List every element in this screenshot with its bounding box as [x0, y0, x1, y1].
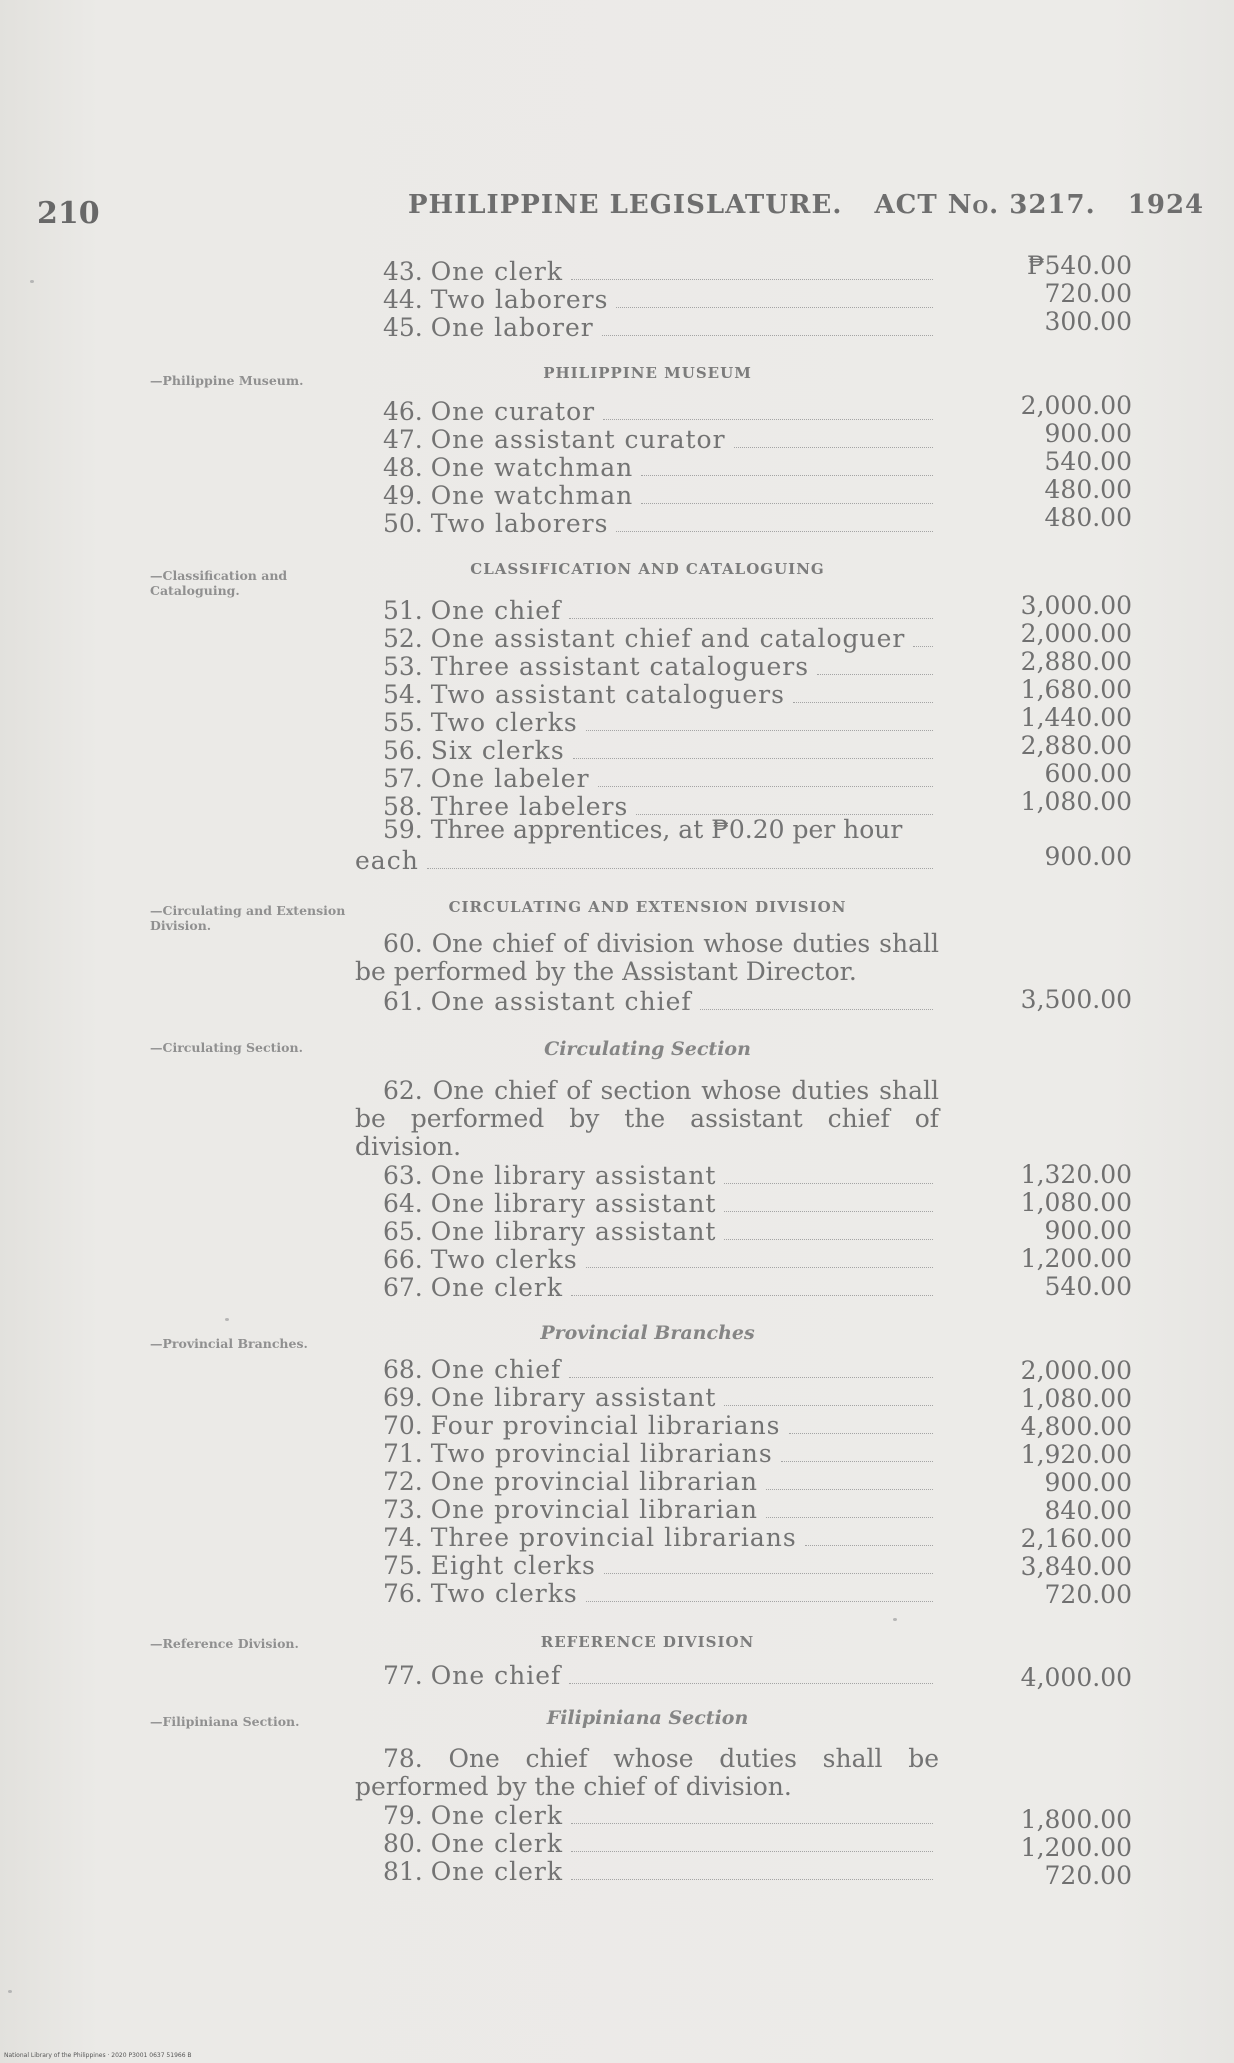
entry-63: 63. One library assistant: [355, 1162, 935, 1190]
amount-52: 2,000.00: [1020, 619, 1132, 648]
amount-55: 1,440.00: [1020, 703, 1132, 732]
entry-59-line2: each: [355, 847, 935, 875]
entry-75: 75. Eight clerks: [355, 1552, 935, 1580]
amount-74: 2,160.00: [1020, 1524, 1132, 1553]
amount-57: 600.00: [1044, 759, 1132, 788]
amount-45: 300.00: [1044, 307, 1132, 336]
running-head: [408, 190, 1226, 220]
entry-64: 64. One library assistant: [355, 1190, 935, 1218]
heading-reference: REFERENCE DIVISION: [540, 1633, 755, 1651]
entry-66: 66. Two clerks: [355, 1246, 935, 1274]
amount-69: 1,080.00: [1020, 1384, 1132, 1413]
entry-60: 60. One chief of division whose duties shall be performed by the Assistant Director.: [355, 929, 939, 986]
running-head-year: 1924: [1127, 190, 1205, 220]
side-note-classification: —Classification and Cataloguing.: [150, 568, 288, 598]
amount-76: 720.00: [1044, 1580, 1132, 1609]
heading-museum: PHILIPPINE MUSEUM: [543, 364, 752, 382]
running-head-act: ACT No. 3217.: [874, 190, 1096, 220]
entry-62: 62. One chief of section whose duties shall be performed by the assistant chief of division.: [355, 1076, 939, 1161]
scan-speck: [225, 1318, 229, 1321]
side-note-circulating-section: —Circulating Section.: [150, 1040, 303, 1055]
entry-61: 61. One assistant chief: [355, 988, 935, 1016]
entry-48: 48. One watchman: [355, 454, 935, 482]
amount-66: 1,200.00: [1020, 1244, 1132, 1273]
amount-64: 1,080.00: [1020, 1188, 1132, 1217]
entry-68: 68. One chief: [355, 1356, 935, 1384]
amount-73: 840.00: [1044, 1496, 1132, 1525]
entry-80: 80. One clerk: [355, 1830, 935, 1858]
amount-79: 1,800.00: [1020, 1805, 1132, 1834]
side-note-filipiniana: —Filipiniana Section.: [150, 1714, 300, 1729]
entry-51: 51. One chief: [355, 597, 935, 625]
entry-69: 69. One library assistant: [355, 1384, 935, 1412]
amount-48: 540.00: [1044, 447, 1132, 476]
entry-46: 46. One curator: [355, 398, 935, 426]
amount-50: 480.00: [1044, 503, 1132, 532]
entry-65: 65. One library assistant: [355, 1218, 935, 1246]
entry-52: 52. One assistant chief and cataloguer: [355, 625, 935, 653]
amount-80: 1,200.00: [1020, 1833, 1132, 1862]
scan-speck: [30, 280, 34, 283]
entry-55: 55. Two clerks: [355, 709, 935, 737]
amount-53: 2,880.00: [1020, 647, 1132, 676]
entry-81: 81. One clerk: [355, 1858, 935, 1886]
scan-speck: [893, 1618, 897, 1621]
running-head-publisher: PHILIPPINE LEGISLATURE.: [408, 190, 843, 220]
side-note-reference: —Reference Division.: [150, 1636, 299, 1651]
entry-50: 50. Two laborers: [355, 510, 935, 538]
amount-75: 3,840.00: [1020, 1552, 1132, 1581]
amount-61: 3,500.00: [1020, 985, 1132, 1014]
heading-provincial: Provincial Branches: [540, 1322, 755, 1344]
amount-49: 480.00: [1044, 475, 1132, 504]
heading-filipiniana: Filipiniana Section: [546, 1707, 749, 1729]
amount-77: 4,000.00: [1020, 1663, 1132, 1692]
footer-stamp: National Library of the Philippines · 2020 P3001 0637 51966 B: [4, 2052, 192, 2059]
side-note-museum: —Philippine Museum.: [150, 373, 304, 388]
amount-44: 720.00: [1044, 279, 1132, 308]
entry-67: 67. One clerk: [355, 1274, 935, 1302]
entry-76: 76. Two clerks: [355, 1580, 935, 1608]
entry-53: 53. Three assistant cataloguers: [355, 653, 935, 681]
entry-43: 43. One clerk: [355, 258, 935, 286]
amount-65: 900.00: [1044, 1216, 1132, 1245]
amount-68: 2,000.00: [1020, 1356, 1132, 1385]
amount-63: 1,320.00: [1020, 1160, 1132, 1189]
side-note-circulating-division: —Circulating and Extension Division.: [150, 903, 346, 933]
amount-72: 900.00: [1044, 1468, 1132, 1497]
amount-43: ₱540.00: [1026, 251, 1132, 280]
entry-49: 49. One watchman: [355, 482, 935, 510]
amount-46: 2,000.00: [1020, 391, 1132, 420]
heading-circulating-division: CIRCULATING AND EXTENSION DIVISION: [448, 898, 847, 916]
amount-67: 540.00: [1044, 1272, 1132, 1301]
amount-47: 900.00: [1044, 419, 1132, 448]
entry-79: 79. One clerk: [355, 1802, 935, 1830]
amount-58: 1,080.00: [1020, 787, 1132, 816]
entry-45: 45. One laborer: [355, 314, 935, 342]
amount-54: 1,680.00: [1020, 675, 1132, 704]
entry-44: 44. Two laborers: [355, 286, 935, 314]
amount-81: 720.00: [1044, 1861, 1132, 1890]
amount-70: 4,800.00: [1020, 1412, 1132, 1441]
entry-59-line1: 59. Three apprentices, at ₱0.20 per hour: [383, 815, 903, 844]
entry-74: 74. Three provincial librarians: [355, 1524, 935, 1552]
amount-59: 900.00: [1044, 842, 1132, 871]
entry-56: 56. Six clerks: [355, 737, 935, 765]
entry-73: 73. One provincial librarian: [355, 1496, 935, 1524]
side-note-provincial: —Provincial Branches.: [150, 1336, 308, 1351]
heading-circulating-section: Circulating Section: [544, 1038, 751, 1060]
amount-71: 1,920.00: [1020, 1440, 1132, 1469]
page-number: 210: [37, 196, 100, 231]
entry-58: 58. Three labelers: [355, 793, 935, 821]
entry-57: 57. One labeler: [355, 765, 935, 793]
entry-47: 47. One assistant curator: [355, 426, 935, 454]
entry-54: 54. Two assistant cataloguers: [355, 681, 935, 709]
entry-71: 71. Two provincial librarians: [355, 1440, 935, 1468]
amount-51: 3,000.00: [1020, 591, 1132, 620]
entry-72: 72. One provincial librarian: [355, 1468, 935, 1496]
entry-70: 70. Four provincial librarians: [355, 1412, 935, 1440]
amount-56: 2,880.00: [1020, 731, 1132, 760]
heading-classification: CLASSIFICATION AND CATALOGUING: [470, 560, 825, 578]
entry-77: 77. One chief: [355, 1662, 935, 1690]
entry-78: 78. One chief whose duties shall be performed by the chief of division.: [355, 1744, 939, 1801]
scan-speck: [8, 1990, 12, 1993]
